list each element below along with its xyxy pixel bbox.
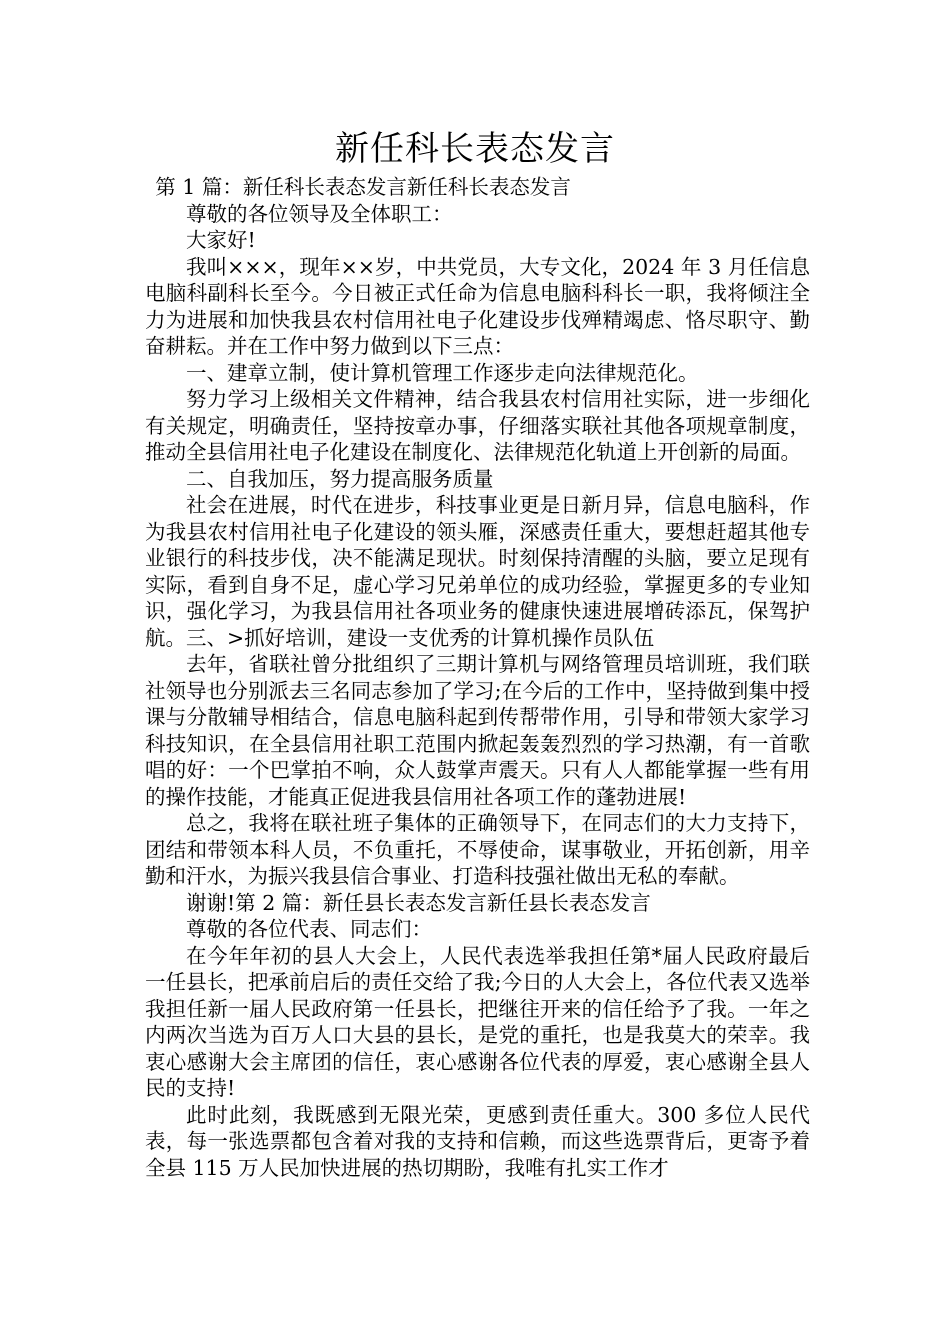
paragraph: 在今年年初的县人大会上，人民代表选举我担任第*届人民政府最后一任县长，把承前启后的责任交给了我;今日的人大会上，各位代表又选举我担任新一届人民政府第一任县长，把继往开来的信任给予了我。一年之内两次当选为百万人口大县的县长，是党的重托，也是我莫大的荣幸。我衷心感谢大会主席团的信任，衷心感谢各位代表的厚爱，衷心感谢全县人民的支持! xyxy=(145,943,810,1100)
point-heading: 二、自我加压，努力提高服务质量 xyxy=(186,466,494,491)
paragraph: 总之，我将在联社班子集体的正确领导下，在同志们的大力支持下，团结和带领本科人员，不负重托，不辱使命，谋事敬业，开拓创新，用辛勤和汗水，为振兴我县信合事业、打造科技强社做出无私的奉献。 xyxy=(145,811,810,888)
greeting: 大家好! xyxy=(186,228,256,252)
paragraph: 去年，省联社曾分批组织了三期计算机与网络管理员培训班，我们联社领导也分别派去三名同志参加了学习;在今后的工作中，坚持做到集中授课与分散辅导相结合，信息电脑科起到传帮带作用，引导和带领大家学习科技知识，在全县信用社职工范围内掀起轰轰烈烈的学习热潮，有一首歌唱的好：一个巴掌拍不响，众人鼓掌声震天。只有人人都能掌握一些有用的操作技能，才能真正促进我县信用社各项工作的蓬勃进展! xyxy=(145,652,810,809)
document-body xyxy=(145,174,810,1181)
salutation: 尊敬的各位领导及全体职工： xyxy=(186,201,453,226)
paragraph: 努力学习上级相关文件精神，结合我县农村信用社实际，进一步细化有关规定，明确责任，坚持按章办事，仔细落实联社其他各项规章制度，推动全县信用社电子化建设在制度化、法律规范化轨道上开创新的局面。 xyxy=(145,387,810,464)
section-heading: 第 1 篇：新任科长表态发言新任科长表态发言 xyxy=(155,175,571,199)
salutation: 尊敬的各位代表、同志们： xyxy=(186,917,432,941)
point-heading: 一、建章立制，使计算机管理工作逐步走向法律规范化。 xyxy=(186,360,699,385)
document-title: 新任科长表态发言 xyxy=(335,129,615,169)
paragraph: 此时此刻，我既感到无限光荣，更感到责任重大。300 多位人民代表，每一张选票都包含着对我的支持和信赖，而这些选票背后，更寄予着全县 115 万人民加快进展的热切期盼，我唯有扎实工作才 xyxy=(145,1102,810,1180)
paragraph: 我叫×××，现年××岁，中共党员，大专文化，2024 年 3 月任信息电脑科副科长至今。今日被正式任命为信息电脑科科长一职，我将倾注全力为进展和加快我县农村信用社电子化建设步伐殚精竭虑、恪尽职守、勤奋耕耘。并在工作中努力做到以下三点： xyxy=(145,254,810,358)
paragraph: 社会在进展，时代在进步，科技事业更是日新月异，信息电脑科，作为我县农村信用社电子化建设的领头雁，深感责任重大，要想赶超其他专业银行的科技步伐，决不能满足现状。时刻保持清醒的头脑，要立足现有实际，看到自身不足，虚心学习兄弟单位的成功经验，掌握更多的专业知识，强化学习，为我县信用社各项业务的健康快速进展增砖添瓦，保驾护航。三、>抓好培训，建设一支优秀的计算机操作员队伍 xyxy=(145,493,810,650)
paragraph: 谢谢!第 2 篇：新任县长表态发言新任县长表态发言 xyxy=(186,890,651,915)
